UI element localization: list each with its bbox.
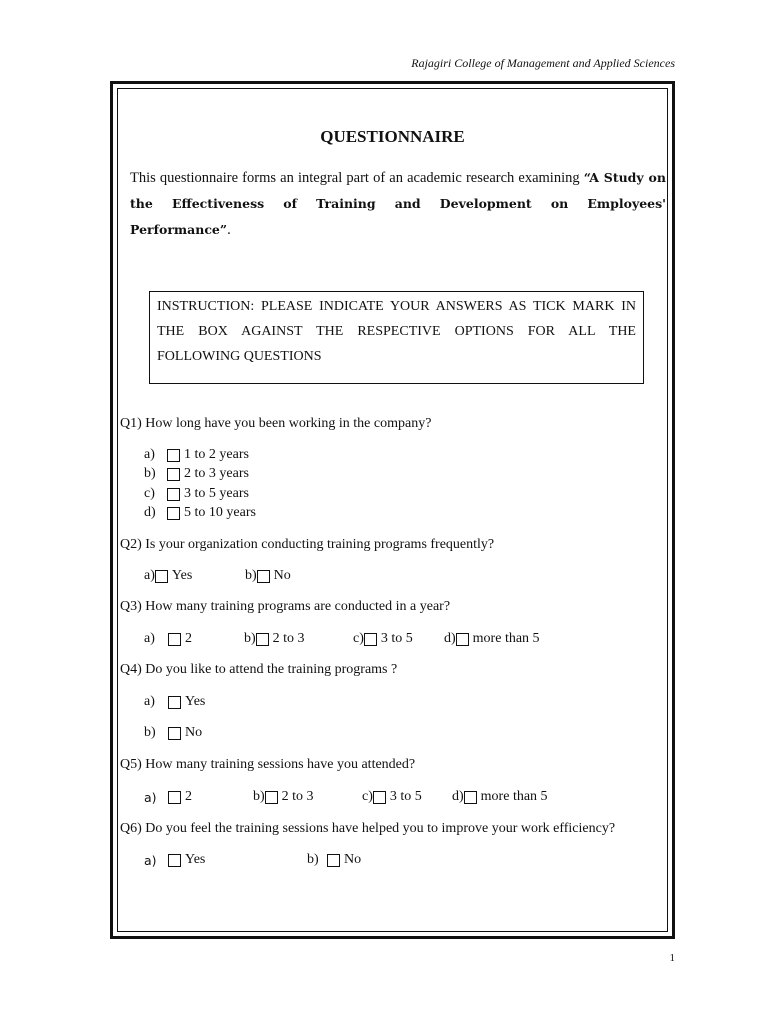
- q2-option-b[interactable]: b) No: [245, 568, 291, 583]
- question-2: Q2) Is your organization conducting training programs frequently?: [120, 537, 495, 552]
- intro-lead: This questionnaire forms an integral part of an academic research examining: [130, 170, 584, 186]
- question-3: Q3) How many training programs are conducted in a year?: [120, 599, 451, 614]
- q3-option-b[interactable]: b) 2 to 3: [244, 631, 305, 646]
- checkbox[interactable]: [256, 633, 269, 646]
- checkbox[interactable]: [373, 791, 386, 804]
- q4-option-a[interactable]: a) Yes: [144, 694, 206, 709]
- q2-option-a[interactable]: a) Yes: [144, 568, 193, 583]
- q1-option-c[interactable]: c) 3 to 5 years: [144, 486, 249, 501]
- study-title: “A Study on the Effectiveness of Training and Development on Employees' Performance”: [130, 170, 666, 237]
- question-1: Q1) How long have you been working in the company?: [120, 416, 432, 431]
- checkbox[interactable]: [168, 854, 181, 867]
- checkbox[interactable]: [327, 854, 340, 867]
- checkbox[interactable]: [168, 633, 181, 646]
- question-6: Q6) Do you feel the training sessions have helped you to improve your work efficiency?: [120, 821, 616, 836]
- question-4: Q4) Do you like to attend the training programs ?: [120, 662, 398, 677]
- q3-option-d[interactable]: d) more than 5: [444, 631, 540, 646]
- checkbox[interactable]: [168, 791, 181, 804]
- intro-paragraph: [130, 165, 666, 243]
- q1-option-b[interactable]: b) 2 to 3 years: [144, 466, 249, 481]
- q6-option-b[interactable]: b) No: [307, 852, 362, 867]
- checkbox[interactable]: [464, 791, 477, 804]
- checkbox[interactable]: [167, 507, 180, 520]
- q1-option-a[interactable]: a) 1 to 2 years: [144, 447, 249, 462]
- checkbox[interactable]: [168, 696, 181, 709]
- checkbox[interactable]: [167, 449, 180, 462]
- checkbox[interactable]: [456, 633, 469, 646]
- q5-option-b[interactable]: b) 2 to 3: [253, 789, 314, 804]
- q4-option-b[interactable]: b) No: [144, 725, 203, 740]
- q5-option-a[interactable]: a) 2: [144, 789, 192, 805]
- checkbox[interactable]: [364, 633, 377, 646]
- checkbox[interactable]: [155, 570, 168, 583]
- q1-option-d[interactable]: d) 5 to 10 years: [144, 505, 256, 520]
- checkbox[interactable]: [168, 727, 181, 740]
- checkbox[interactable]: [167, 488, 180, 501]
- checkbox[interactable]: [257, 570, 270, 583]
- q3-option-c[interactable]: c) 3 to 5: [353, 631, 413, 646]
- checkbox[interactable]: [265, 791, 278, 804]
- instruction-box: INSTRUCTION: PLEASE INDICATE YOUR ANSWERS AS TICK MARK IN THE BOX AGAINST THE RESPECTIVE OPTIONS FOR ALL THE FOLLOWING QUESTIONS: [149, 291, 644, 384]
- intro-end: .: [227, 222, 231, 238]
- page-title: QUESTIONNAIRE: [320, 127, 465, 146]
- question-5: Q5) How many training sessions have you attended?: [120, 757, 416, 772]
- page-number: 1: [669, 952, 675, 964]
- q3-option-a[interactable]: a) 2: [144, 631, 192, 646]
- checkbox[interactable]: [167, 468, 180, 481]
- q6-option-a[interactable]: a) Yes: [144, 852, 206, 868]
- q5-option-c[interactable]: c) 3 to 5: [362, 789, 422, 804]
- page-header: Rajagiri College of Management and Applied Sciences: [411, 56, 675, 70]
- q5-option-d[interactable]: d) more than 5: [452, 789, 548, 804]
